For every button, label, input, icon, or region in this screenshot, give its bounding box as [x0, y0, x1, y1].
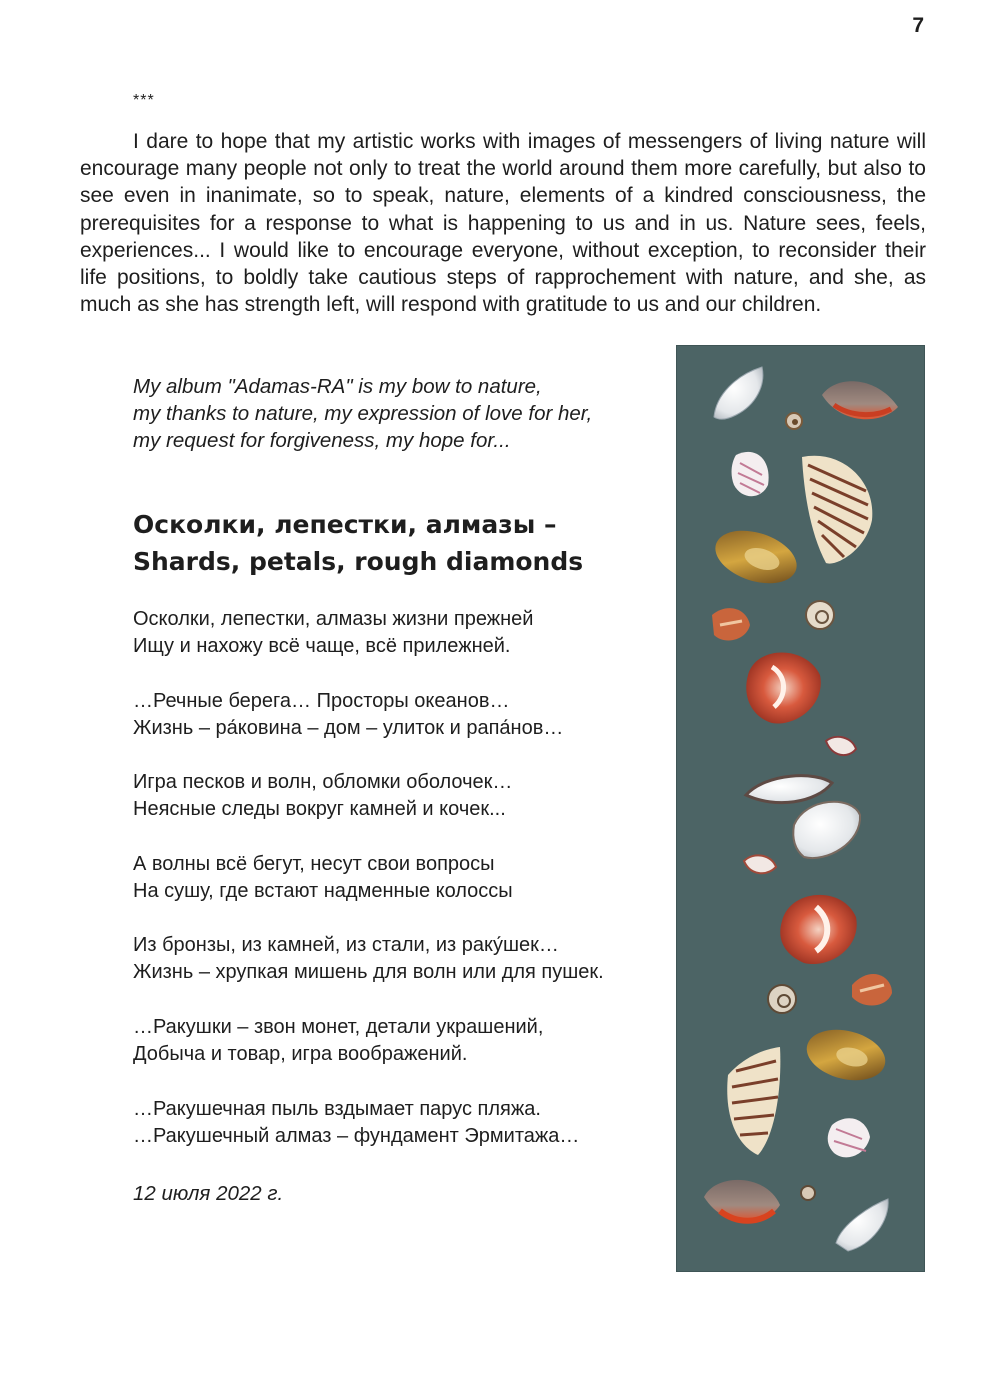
pink-striped-shell [828, 1118, 870, 1157]
poem-stanza [133, 688, 604, 742]
poem-stanza [133, 851, 604, 905]
red-clam-shell [704, 1180, 780, 1222]
white-shell-fragment [836, 1199, 888, 1251]
poem-title-ru: Осколки, лепестки, алмазы – [133, 510, 557, 539]
poem-line: Неясные следы вокруг камней и кочек... [133, 798, 506, 821]
poem-line: Добыча и товар, игра воображений. [133, 1042, 468, 1065]
poem-line: …Речные берега… Просторы океанов… [133, 689, 510, 712]
white-shell-fragment [714, 367, 763, 419]
poem-line: …Ракушки – звон монет, детали украшений, [133, 1015, 544, 1038]
seashell-collage [676, 345, 925, 1272]
orange-shell-fragment [712, 608, 750, 640]
quote-line: My album "Adamas-RA" is my bow to nature, [133, 375, 542, 398]
poem-line: Ищу и нахожу всё чаще, всё прилежней. [133, 635, 511, 657]
poem-stanza [133, 1096, 604, 1150]
poem-title [133, 506, 583, 580]
italic-quote [133, 373, 653, 454]
small-snail-shell [801, 1186, 815, 1200]
small-spotted-shell [826, 737, 856, 755]
quote-line: my thanks to nature, my expression of love for her, [133, 402, 593, 425]
seashell-illustration [676, 345, 925, 1272]
poem-stanza [133, 769, 604, 823]
quote-line: my request for forgiveness, my hope for... [133, 429, 511, 452]
small-snail-shell [768, 985, 796, 1013]
poem-stanza [133, 1014, 604, 1068]
small-snail-shell [786, 413, 802, 429]
page-number: 7 [912, 14, 924, 37]
intro-text: I dare to hope that my artistic works with images of messengers of living nature will encourage many people not only to treat the world around them more carefully, but also to see even in inanimate, so to speak, nature, elements of a kindred consciousness, the prerequisites for a response to what is happening to us and in us. Nature sees, feels, experiences... I would like to encourage everyone, without exception, to reconsider their life positions, to boldly take cautious steps of rapprochement with nature, and she, as much as she has strength left, will respond with gratitude to us and our children. [80, 130, 926, 317]
poem-line: А волны всё бегут, несут свои вопросы [133, 852, 495, 875]
poem-line: На сушу, где встают надменные колоссы [133, 879, 513, 902]
poem-stanza [133, 606, 604, 660]
poem-line: Осколки, лепестки, алмазы жизни прежней [133, 608, 534, 630]
red-rose-shell [780, 895, 856, 964]
ribbed-cockle-shell [802, 456, 872, 564]
poem-line: Жизнь – ра́ковина – дом – улиток и рапа́нов… [133, 716, 564, 739]
poem-line: …Ракушечная пыль вздымает парус пляжа. [133, 1097, 541, 1120]
open-white-clam [746, 776, 832, 803]
brown-mussel-shell [801, 1022, 890, 1088]
poem-stanza [133, 932, 604, 986]
poem-line: Игра песков и волн, обломки оболочек… [133, 771, 513, 794]
brown-mussel-shell [709, 521, 804, 593]
poem-date: 12 июля 2022 г. [133, 1182, 284, 1205]
poem-line: Жизнь – хрупкая мишень для волн или для пушек. [133, 961, 604, 984]
orange-shell-fragment [852, 974, 892, 1006]
red-clam-shell [822, 381, 898, 419]
poem-line: …Ракушечный алмаз – фундамент Эрмитажа… [133, 1124, 580, 1147]
small-spotted-shell [744, 855, 776, 873]
ribbed-cockle-shell [727, 1047, 780, 1155]
intro-paragraph [80, 128, 926, 318]
pink-striped-shell [732, 452, 769, 496]
red-rose-shell [746, 653, 821, 724]
poem-title-en: Shards, petals, rough diamonds [133, 547, 584, 576]
poem-body [133, 606, 604, 1177]
section-separator: *** [133, 92, 155, 109]
small-snail-shell [806, 601, 834, 629]
poem-line: Из бронзы, из камней, из стали, из раку́шек… [133, 934, 559, 957]
white-clam-half [793, 802, 860, 858]
